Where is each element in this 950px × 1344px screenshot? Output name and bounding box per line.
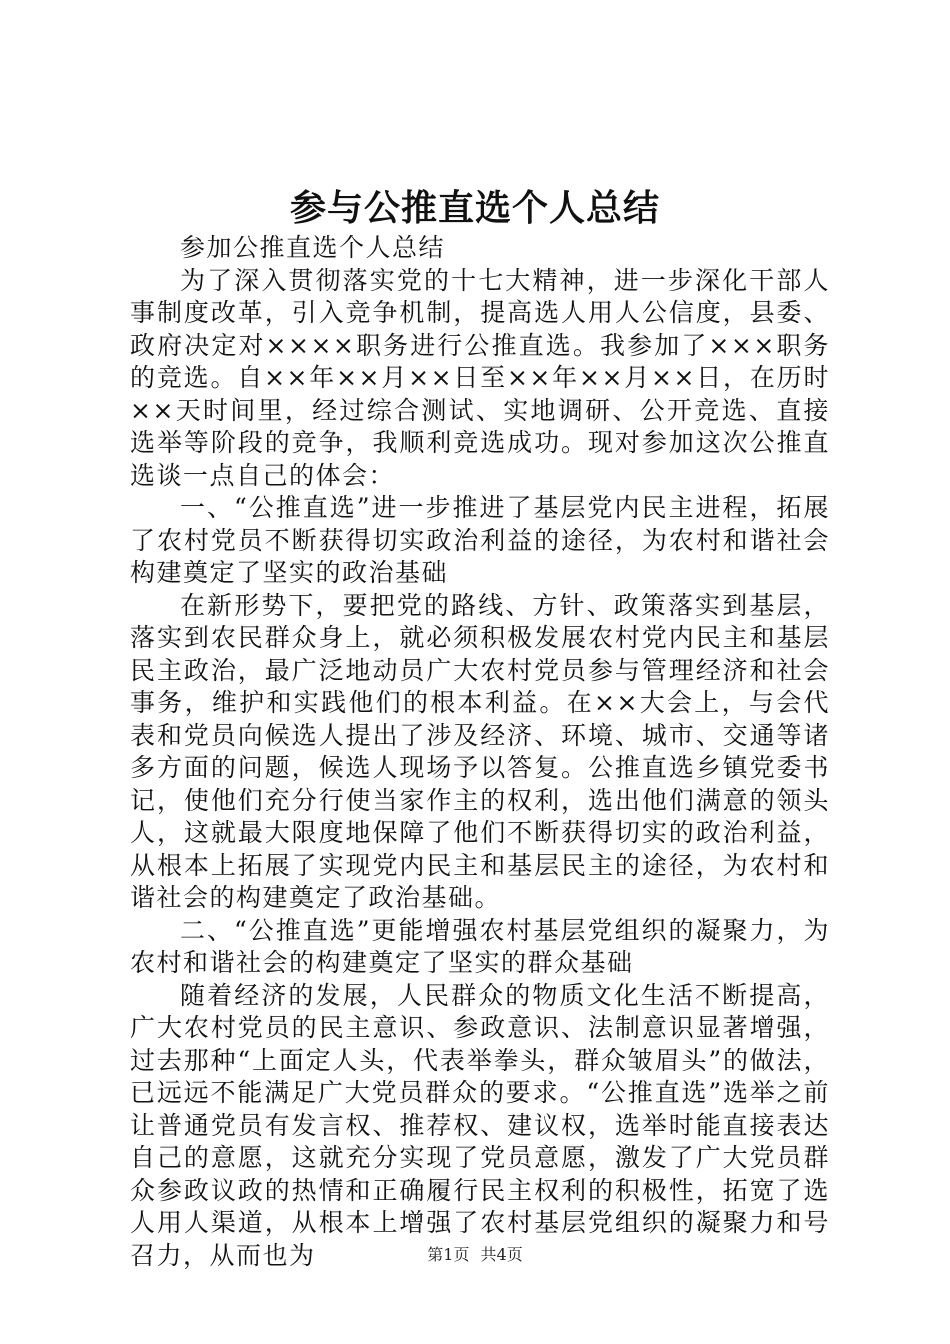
document-body (130, 232, 830, 1272)
page-title: 参与公推直选个人总结 (289, 187, 660, 229)
paragraph-section-2: 随着经济的发展，人民群众的物质文化生活不断提高，广大农村党员的民主意识、参政意识、法制意识显著增强，过去那种“上面定人头，代表举拳头，群众皱眉头”的做法，已远远不能满足广大党员群众的要求。“公推直选”选举之前让普通党员有发言权、推荐权、建议权，选举时能直接表达自己的意愿，这就充分实现了党员意愿，激发了广大党员群众参政议政的热情和正确履行民主权利的积极性，拓宽了选人用人渠道，从根本上增强了农村基层党组织的凝聚力和号召力，从而也为 (130, 980, 830, 1270)
paragraph-section-1: 在新形势下，要把党的路线、方针、政策落实到基层，落实到农民群众身上，就必须积极发展农村党内民主和基层民主政治，最广泛地动员广大农村党员参与管理经济和社会事务，维护和实践他们的根本利益。在××大会上，与会代表和党员向候选人提出了涉及经济、环境、城市、交通等诸多方面的问题，候选人现场予以答复。公推直选乡镇党委书记，使他们充分行使当家作主的权利，选出他们满意的领头人，这就最大限度地保障了他们不断获得切实的政治利益，从根本上拓展了实现党内民主和基层民主的途径，为农村和谐社会的构建奠定了政治基础。 (130, 590, 830, 912)
page-number-total: 共4页 (480, 1245, 523, 1264)
paragraph-intro: 为了深入贯彻落实党的十七大精神，进一步深化干部人事制度改革，引入竞争机制，提高选人用人公信度，县委、政府决定对××××职务进行公推直选。我参加了×××职务的竞选。自××年××月××日至××年××月××日，在历时××天时间里，经过综合测试、实地调研、公开竞选、直接选举等阶段的竞争，我顺利竞选成功。现对参加这次公推直选谈一点自己的体会： (130, 265, 830, 490)
paragraph-subtitle: 参加公推直选个人总结 (180, 233, 446, 262)
section-heading-1: 一、“公推直选”进一步推进了基层党内民主进程，拓展了农村党员不断获得切实政治利益的途径，为农村和谐社会构建奠定了坚实的政治基础 (130, 493, 830, 587)
section-heading-2: 二、“公推直选”更能增强农村基层党组织的凝聚力，为农村和谐社会的构建奠定了坚实的群众基础 (130, 915, 830, 977)
page-footer (0, 1244, 950, 1266)
page-number-current: 第1页 (427, 1245, 470, 1264)
